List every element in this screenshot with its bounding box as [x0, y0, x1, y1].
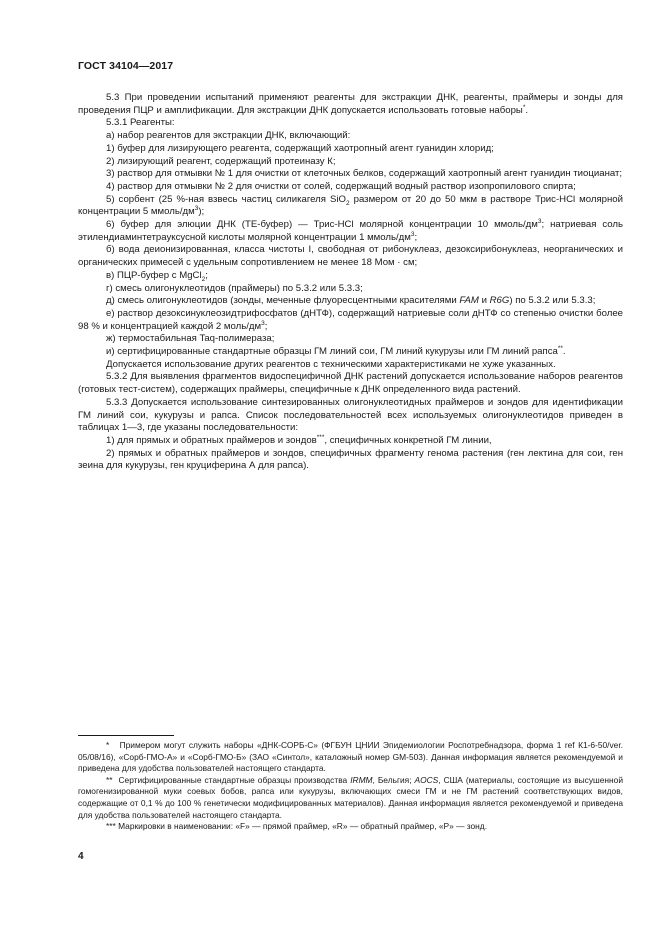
list-item-a6: 6) буфер для элюции ДНК (ТЕ-буфер) — Трис-HCl молярной концентрации 10 ммоль/$дм^3$; натриевая соль этилендиаминтетрауксусной кислоты молярной концентрации 1 ммоль/$дм^3$;: [78, 217, 623, 243]
clause-5-3-3: 5.3.3 Допускается использование синтезированных олигонуклеотидных праймеров и зондов для идентификации ГМ линий сои, кукурузы и рапса. Список последовательностей всех используемых олигонуклеотидов приведен в таблицах 1—3, где указаны последовательности:: [78, 396, 623, 434]
list-item-e: е) раствор дезоксинуклеозидтрифосфатов (дНТФ), содержащий натриевые соли дНТФ со степенью очистки более 98 % и концентрацией каждой 2 моль/$дм^3$;: [78, 307, 623, 332]
list-item-a1: 1) буфер для лизирующего реагента, содержащий хаотропный агент гуанидин хлорид;: [106, 142, 494, 154]
list-item-v: в) ПЦР-буфер с MgCl$_2$;: [106, 269, 208, 283]
document-body: [78, 92, 623, 473]
page-number: 4: [78, 851, 84, 862]
list-item-b: б) вода деионизированная, класса чистоты I, свободная от рибонуклеаз, дезоксирибонуклеаз, неорганических и органических примесей с удельным сопротивлением не менее 18 Мом · см;: [78, 244, 623, 269]
allowed-note: Допускается использование других реагентов с техническими характеристиками не хуже указанных.: [106, 358, 556, 370]
document-header: ГОСТ 34104—2017: [78, 60, 174, 72]
list-item-g: г) смесь олигонуклеотидов (праймеры) по 5.3.2 или 5.3.3;: [106, 282, 363, 294]
footnote-2: ** Сертифицированные стандартные образцы производства IRMM, Бельгия; AOCS, США (материалы, состоящие из высушенной гомогенизированной муки соевых бобов, рапса или кукурузы, включающих смеси ГМ и не ГМ растений соответствующих видов, содержащие от 0,1 % до 100 % генетически модифицированных материалов). Данная информация является рекомендуемой и приведена для удобства пользователей настоящего стандарта.: [78, 774, 624, 820]
list-item-a4: 4) раствор для отмывки № 2 для очистки от солей, содержащий водный раствор изопропилового спирта;: [106, 180, 576, 192]
footnote-1: * Примером могут служить наборы «ДНК-СОРБ-С» (ФГБУН ЦНИИ Эпидемиологии Роспотребнадзора, форма 1 ref К1-6-50/ver. 05/08/16), «Сорб-ГМО-А» и «Сорб-ГМО-Б» (ЗАО «Синтол», каталожный номер GM-503). Данная информация является рекомендуемой и приведена для удобства пользователей настоящего стандарта.: [78, 740, 623, 774]
footnote-3: *** Маркировки в наименовании: «F» — прямой праймер, «R» — обратный праймер, «P» — зонд.: [106, 821, 488, 832]
list-item-zh: ж) термостабильная Taq-полимераза;: [106, 333, 275, 345]
list-item-a2: 2) лизирующий реагент, содержащий протеиназу К;: [106, 155, 336, 167]
list-item-a3: 3) раствор для отмывки № 1 для очистки от клеточных белков, содержащий хаотропный агент гуанидин тиоцианат;: [106, 168, 623, 180]
footnote-divider: [78, 735, 174, 736]
sequence-item-2: 2) прямых и обратных праймеров и зондов, специфичных фрагменту генома растения (ген лектина для сои, ген зеина для кукурузы, ген круциферина А для рапса).: [78, 447, 623, 472]
clause-5-3-1: 5.3.1 Реагенты:: [106, 117, 175, 129]
clause-5-3: 5.3 При проведении испытаний применяют реагенты для экстракции ДНК, реагенты, праймеры и зонды для проведения ПЦР и амплификации. Для экстракции ДНК допускается использовать готовые наборы*.: [78, 92, 623, 116]
list-item-a: а) набор реагентов для экстракции ДНК, включающий:: [106, 130, 351, 142]
list-item-d: д) смесь олигонуклеотидов (зонды, меченные флуоресцентными красителями FAM и R6G) по 5.3.2 или 5.3.3;: [106, 295, 596, 307]
clause-5-3-2: 5.3.2 Для выявления фрагментов видоспецифичной ДНК растений допускается использование наборов реагентов (готовых тест-систем), содержащих праймеры, специфичные к ДНК определенного вида растений.: [78, 371, 623, 396]
list-item-i: и) сертифицированные стандартные образцы ГМ линий сои, ГМ линий кукурузы или ГМ линий рапса**.: [106, 344, 566, 358]
footnotes: [78, 740, 623, 833]
sequence-item-1: 1) для прямых и обратных праймеров и зондов***, специфичных конкретной ГМ линии,: [106, 433, 492, 446]
list-item-a5: 5) сорбент (25 %-ная взвесь частиц силикагеля SiO$_2$ размером от 20 до 50 мкм в растворе Трис-HCl молярной концентрации 5 ммоль/$дм^3$);: [78, 193, 623, 218]
